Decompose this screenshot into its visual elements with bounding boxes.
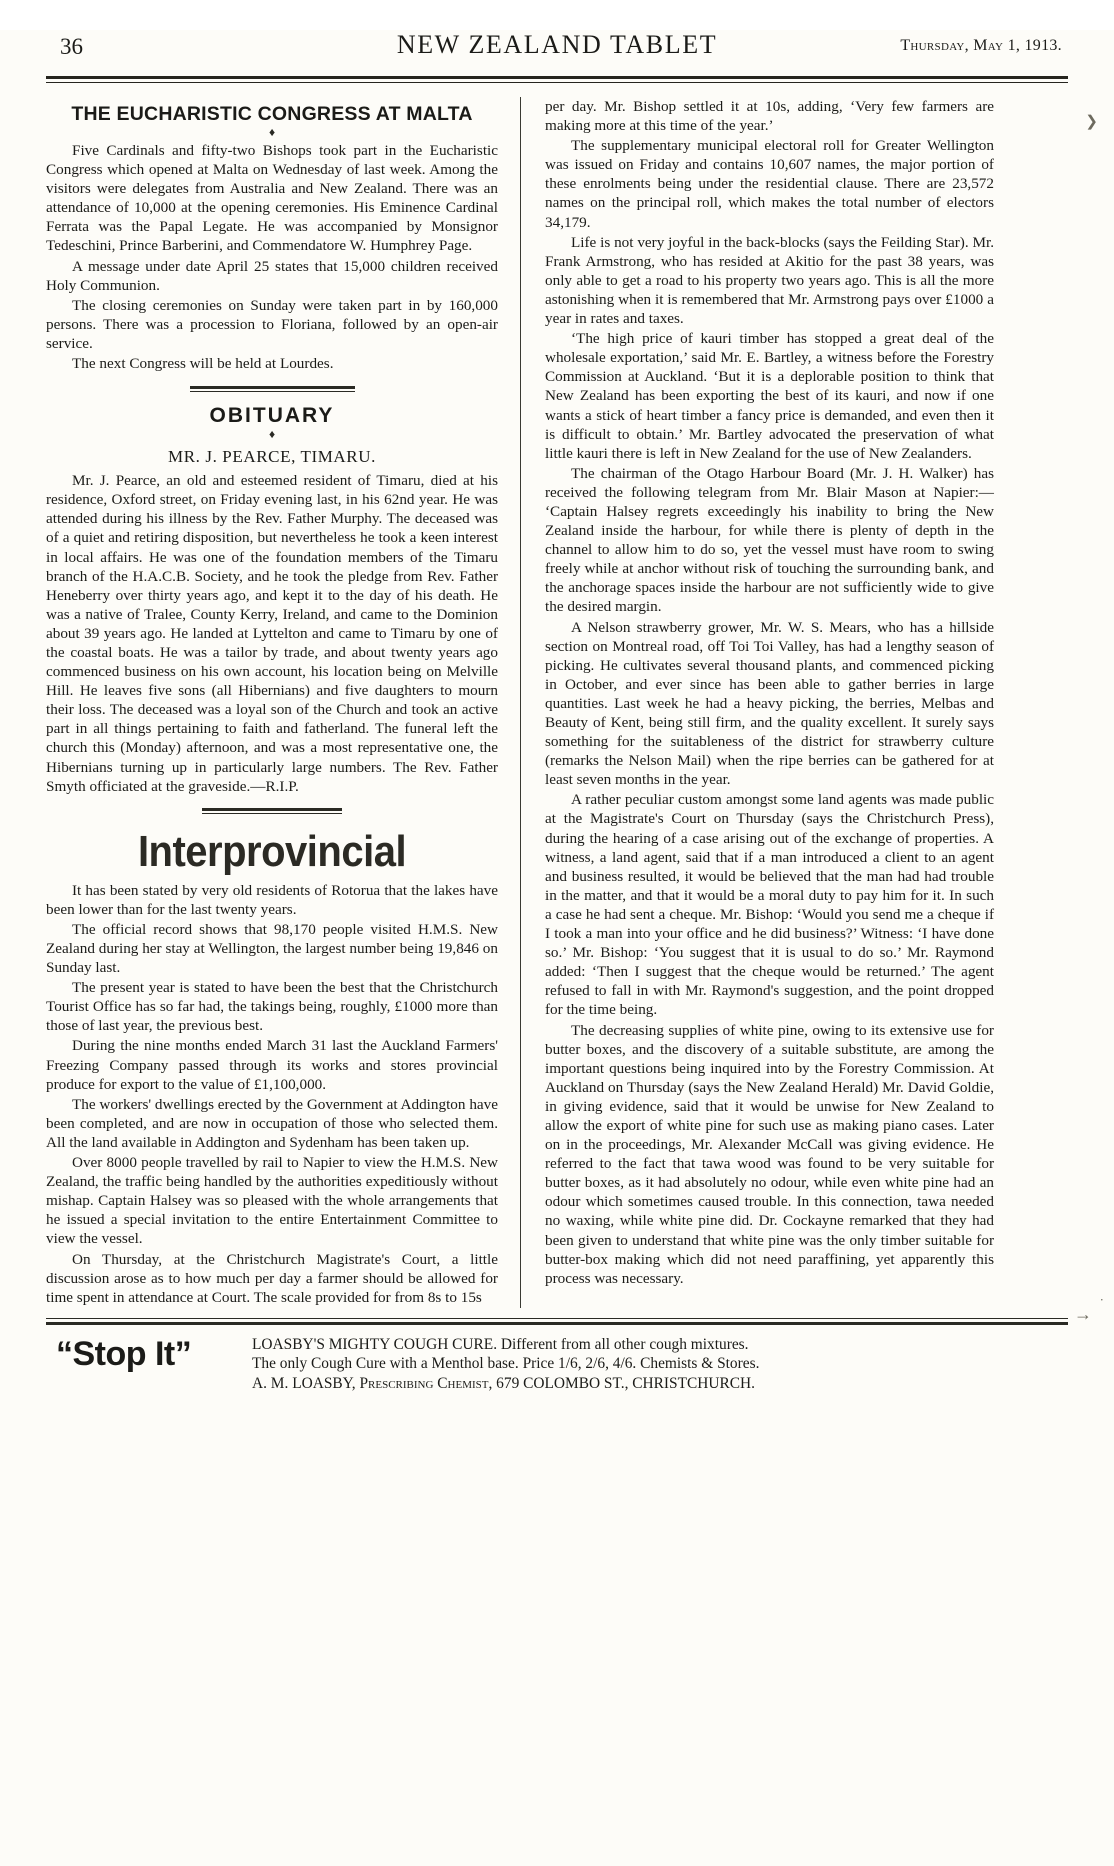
obituary-subject: MR. J. PEARCE, TIMARU. bbox=[168, 447, 376, 467]
issue-date: Thursday, May 1, 1913. bbox=[900, 37, 1062, 54]
paragraph: During the nine months ended March 31 last the Auckland Farmers' Freezing Company passed through its works and stores provincial produce for export to the value of £1,100,000. bbox=[46, 1037, 498, 1093]
headline-eucharistic-congress: THE EUCHARISTIC CONGRESS AT MALTA bbox=[71, 103, 473, 125]
section-divider bbox=[202, 808, 342, 814]
margin-mark-middle-dot: · bbox=[1099, 1292, 1104, 1307]
paragraph: The official record shows that 98,170 people visited H.M.S. New Zealand during her stay at Wellington, the largest number being 19,846 on Sunday last. bbox=[46, 920, 498, 977]
paragraph: On Thursday, at the Christchurch Magistrate's Court, a little discussion arose as to how much per day a farmer should be allowed for time spent in attendance at Court. The scale provided for from 8s to 15s bbox=[46, 1250, 498, 1306]
newspaper-page bbox=[0, 30, 1114, 1866]
paragraph: A Nelson strawberry grower, Mr. W. S. Mears, who has a hillside section on Montreal road, off Toi Toi Valley, has had a lengthy season of picking. He cultivates several thousand plants, and commenced picking in October, and ever since has been able to gather berries in large quantities. Last week he had a heavy picking, the berries, Melbas and Beauty of Kent, being still firm, and the quality excellent. It surely says something for the suitableness of the district for strawberry culture (remarks the Nelson Mail) when the ripe berries can be gathered for at least seven months in the year. bbox=[545, 618, 994, 789]
paragraph: per day. Mr. Bishop settled it at 10s, adding, ‘Very few farmers are making more at this time of the year.’ bbox=[545, 98, 994, 135]
interprovincial-title-text: Interprovincial bbox=[137, 827, 407, 876]
section-divider bbox=[190, 386, 355, 392]
dinkus-ornament bbox=[46, 431, 498, 437]
advertisement bbox=[46, 1335, 1068, 1393]
advert-copy bbox=[252, 1335, 1068, 1393]
footer-divider-thick bbox=[46, 1322, 1068, 1325]
paragraph: Over 8000 people travelled by rail to Napier to view the H.M.S. New Zealand, the traffic being handled by the authorities expeditiously without mishap. Captain Halsey was so pleased with the whole arrangements that he issued a special invitation to the entire Entertainment Committee to view the vessel. bbox=[46, 1154, 498, 1248]
paragraph: Life is not very joyful in the back-blocks (says the Feilding Star). Mr. Frank Armstrong, who has resided at Akitio for the past 38 years, was only able to get a road to his property two years ago. This is all the more astonishing when it is remembered that Mr. Armstrong pays over £1000 a year in rates and taxes. bbox=[545, 233, 994, 328]
paragraph: The supplementary municipal electoral roll for Greater Wellington was issued on Friday and contains 10,607 names, the major portion of these enrolments being under the residential clause. There are 23,572 names on the principal roll, which makes the total number of electors 34,179. bbox=[545, 137, 994, 231]
paragraph: Mr. J. Pearce, an old and esteemed resident of Timaru, died at his residence, Oxford street, on Friday evening last, in his 62nd year. He was attended during his illness by the Rev. Father Murphy. The deceased was of a quiet and retiring disposition, but nevertheless he took a keen interest in local affairs. He was one of the foundation members of the Timaru branch of the H.A.C.B. Society, and he took the pledge from Rev. Father Heneberry over thirty years ago, and kept it to the day of his death. He was a native of Tralee, County Kerry, Ireland, and came to the Dominion about 39 years ago. He landed at Lyttelton and came to Timaru by one of the coastal boats. He was a tailor by trade, and about twenty years ago commenced business on his own account, his location being on Melville Hill. He leaves five sons (all Hibernians) and five daughters to mourn their loss. The deceased was a loyal son of the Church and took an active part in all things pertaining to faith and fatherland. The funeral left the church this (Monday) afternoon, and was a most representative one, the Hibernians turning up in particularly large numbers. The Rev. Father Smyth officiated at the graveside.—R.I.P. bbox=[46, 472, 498, 795]
publication-title: NEW ZEALAND TABLET bbox=[396, 30, 718, 59]
paragraph: The chairman of the Otago Harbour Board (Mr. J. H. Walker) has received the following telegram from Mr. Blair Mason at Napier:— ‘Captain Halsey regrets exceedingly his inability to bring the New Zealand inside the harbour, for while there is plenty of depth in the channel to allow him to do so, yet the vessel must have room to swing freely while at anchor without risk of touching the surrounding bank, and the anchorage spaces inside the harbour are not sufficiently wide to give the desired margin. bbox=[545, 464, 994, 616]
advert-line-1: LOASBY'S MIGHTY COUGH CURE. Different from all other cough mixtures. bbox=[252, 1335, 749, 1353]
paragraph: The workers' dwellings erected by the Government at Addington have been completed, and are now in occupation of those who selected them. All the land available in Addington and Sydenham has been taken up. bbox=[46, 1095, 498, 1151]
paragraph: It has been stated by very old residents of Rotorua that the lakes have been lower than for the last twenty years. bbox=[46, 881, 498, 918]
article-columns bbox=[46, 97, 1068, 1308]
section-heading-interprovincial bbox=[46, 827, 498, 876]
paragraph: A rather peculiar custom amongst some land agents was made public at the Magistrate's Court on Thursday (says the Christchurch Press), during the hearing of a case arising out of the exchange of properties. A witness, a land agent, said that if a man introduced a client to an agent and business resulted, it would be believed that the man had had trouble in the matter, and that it would be a moral duty to pay him for it. In such a case he had sent a cheque. Mr. Bishop: ‘Would you send me a cheque if I took a man into your office and he did business?’ Witness: ‘I have done so.’ Mr. Bishop: ‘You suggest that it is usual to do so.’ Mr. Raymond added: ‘Then I suggest that the cheque would be returned.’ The agent refused to fall in with Mr. Raymond's suggestion, and the point dropped for the time being. bbox=[545, 791, 994, 1019]
dinkus-ornament bbox=[46, 129, 498, 135]
advert-line-3: A. M. LOASBY, Prescribing Chemist, 679 COLOMBO ST., CHRISTCHURCH. bbox=[252, 1374, 756, 1392]
left-column bbox=[46, 97, 520, 1308]
page-number: 36 bbox=[60, 34, 83, 59]
paragraph: The next Congress will be held at Lourdes. bbox=[72, 355, 334, 373]
paragraph: The decreasing supplies of white pine, owing to its extensive use for butter boxes, and the discovery of a suitable substitute, are among the important questions being inquired into by the Forestry Commission. At Auckland on Thursday (says the New Zealand Herald) Mr. David Goldie, in giving evidence, said that it would be unwise for New Zealand to allow the export of white pine for such use as making piano cases. Later on in the proceedings, Mr. Alexander McCall was giving evidence. He referred to the fact that tawa wood was found to be very suitable for butter boxes, as it had absolutely no odour, while even white pine had an odour which sometimes caused trouble. In this connection, tawa needed no waxing, while white pine did. Dr. Cockayne remarked that they had been given to understand that white pine was the only timber suitable for butter-box making which did not need paraffining, yet apparently this process was necessary. bbox=[545, 1021, 994, 1287]
paragraph: A message under date April 25 states that 15,000 children received Holy Communion. bbox=[46, 257, 498, 294]
paragraph: The present year is stated to have been the best that the Christchurch Tourist Office has so far had, the takings being, roughly, £1000 more than those of last year, the previous best. bbox=[46, 979, 498, 1035]
footer-divider-thin bbox=[46, 1318, 1068, 1319]
section-heading-obituary: OBITUARY bbox=[209, 404, 335, 428]
paragraph: The closing ceremonies on Sunday were taken part in by 160,000 persons. There was a procession to Floriana, followed by an open-air service. bbox=[46, 296, 498, 352]
right-column bbox=[520, 97, 994, 1308]
masthead bbox=[44, 30, 1070, 70]
masthead-divider bbox=[46, 76, 1068, 83]
advert-line-2: The only Cough Cure with a Menthol base. Price 1/6, 2/6, 4/6. Chemists & Stores. bbox=[252, 1355, 760, 1373]
margin-mark-top: ❯ bbox=[1085, 114, 1098, 130]
advert-slogan: “Stop It” bbox=[56, 1334, 192, 1373]
paragraph: ‘The high price of kauri timber has stopped a great deal of the wholesale exportation,’ said Mr. E. Bartley, a witness before the Forestry Commission at Auckland. ‘But it is a deplorable position to think that New Zealand has been exporting the best of its kauri, and now if one wants a stick of heart timber a fancy price is demanded, and even then it is difficult to obtain.’ Mr. Bartley advocated the preservation of what little kauri there is left in New Zealand for the use of New Zealanders. bbox=[545, 330, 994, 462]
paragraph: Five Cardinals and fifty-two Bishops took part in the Eucharistic Congress which opened at Malta on Wednesday of last week. Among the visitors were delegates from Australia and New Zealand. There was an attendance of 10,000 at the opening ceremonies. His Eminence Cardinal Ferrata was the Papal Legate. He was accompanied by Monsignor Tedeschini, Prince Barberini, and Commendatore W. Humphrey Page. bbox=[46, 142, 498, 255]
margin-mark-arrow: → bbox=[1074, 1304, 1092, 1324]
